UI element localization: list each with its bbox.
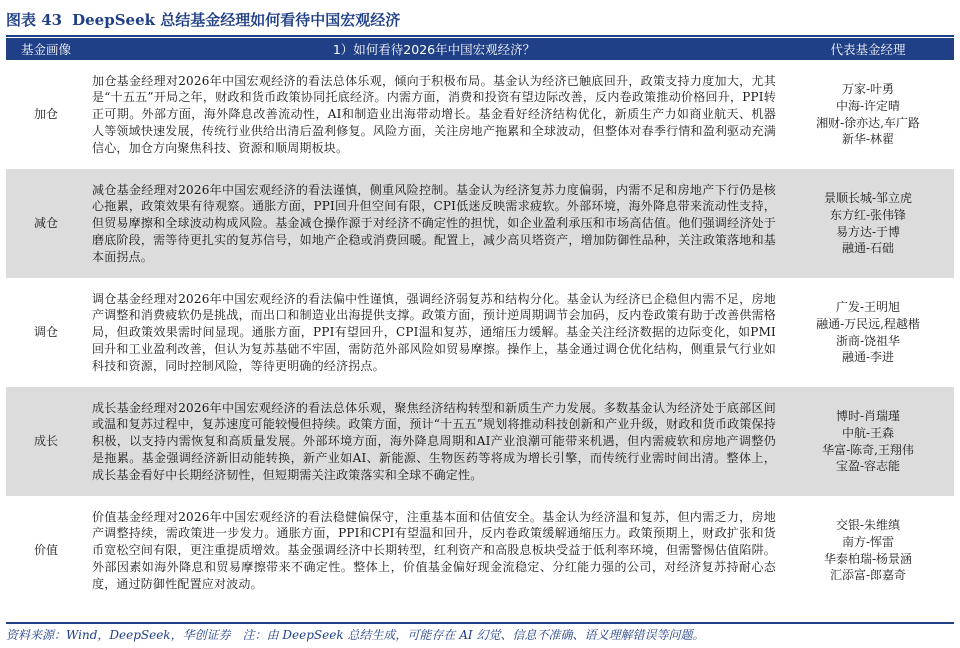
manager-name: 融通-石础: [841, 241, 895, 256]
source-note: 资料来源：Wind，DeepSeek，华创证券 注：由 DeepSeek 总结生成，可能存在 AI 幻觉、信息不准确、语义理解错误等问题。: [6, 628, 705, 642]
manager-name: 中航-王森: [841, 425, 895, 440]
row-category: 调仓: [33, 325, 58, 340]
manager-name: 汇添富-郎嘉奇: [829, 568, 907, 583]
row-view-text: 价值基金经理对2026年中国宏观经济的看法稳健偏保守，注重基本面和估值安全。基金认为经济温和复苏，但内需乏力，房地产调整持续，需政策进一步发力。通胀方面，PPI和CPI有望温和回升，反内卷政策缓解通缩压力。政策预期上，财政扩张和货币宽松空间有限，更注重提质增效。基金强调经济中长期转型，红利资产和高股息板块受益于低利率环境，但需警惕估值陷阱。外部因素如海外降息和贸易摩擦带来不确定性。整体上，价值基金偏好现金流稳定、分红能力强的公司，对经济复苏持耐心态度，通过防御性配置应对波动。: [92, 509, 776, 591]
row-managers: [782, 278, 954, 387]
row-managers: [782, 387, 954, 496]
manager-name: 融通-李进: [841, 350, 895, 365]
row-managers: [782, 169, 954, 278]
manager-name: 南方-恽雷: [841, 534, 895, 549]
header-managers: 代表基金经理: [782, 38, 954, 60]
figure-title-bar: [6, 4, 954, 34]
manager-name: 新华-林翟: [841, 132, 895, 147]
manager-name: 交银-朱维缜: [835, 518, 901, 533]
row-view-text: 调仓基金经理对2026年中国宏观经济的看法偏中性谨慎，强调经济弱复苏和结构分化。基金认为经济已企稳但内需不足，房地产调整和消费疲软仍是挑战，而出口和制造业出海提供支撑。政策方面，预计逆周期调节会加码，反内卷政策有助于改善供需格局，但政策效果需时间显现。通胀方面，PPI有望回升，CPI温和复苏，通缩压力缓解。基金关注经济数据的边际变化，如PMI回升和工业盈利改善，但认为复苏基础不牢固，需防范外部风险如贸易摩擦。操作上，基金通过调仓优化结构，侧重景气行业如科技和资源，同时控制风险，等待更明确的经济拐点。: [92, 291, 776, 373]
manager-name: 湘财-徐亦达,车广路: [816, 115, 920, 130]
manager-name: 广发-王明旭: [835, 300, 901, 315]
manager-name: 中海-许定晴: [835, 98, 901, 113]
manager-name: 景顺长城-邹立虎: [823, 191, 913, 206]
row-view-text: 减仓基金经理对2026年中国宏观经济的看法谨慎，侧重风险控制。基金认为经济复苏力度偏弱，内需不足和房地产下行仍是核心拖累，政策效果有待观察。通胀方面，PPI回升但空间有限，CPI低迷反映需求疲软。外部环境，海外降息带来流动性支持，但贸易摩擦和全球波动构成风险。基金减仓操作源于对经济不确定性的担忧，如企业盈利承压和市场高估值。他们强调经济处于磨底阶段，需等待更扎实的复苏信号，如地产企稳或消费回暖。配置上，减少高贝塔资产，增加防御性品种，关注政策落地和基本面拐点。: [86, 169, 782, 278]
figure-title: DeepSeek 总结基金经理如何看待中国宏观经济: [72, 10, 401, 29]
bottom-rule: [6, 622, 954, 624]
manager-name: 融通-万民远,程越楷: [816, 316, 920, 331]
header-profile: 基金画像: [6, 38, 86, 60]
row-view-text: 加仓基金经理对2026年中国宏观经济的看法总体乐观，倾向于积极布局。基金认为经济已触底回升，政策支持力度加大，尤其是“十五五”开局之年，财政和货币政策协同托底经济。内需方面，消费和投资有望边际改善，反内卷政策推动价格回升，PPI转正可期。外部方面，海外降息改善流动性，AI和制造业出海带动增长。基金看好经济结构优化，新质生产力如商业航天、机器人等领域快速发展，传统行业供给出清后盈利修复。风险方面，关注房地产拖累和全球波动，但整体对春季行情和盈利驱动充满信心，加仓方向聚焦科技、资源和顺周期板块。: [92, 73, 776, 155]
row-view-text: 成长基金经理对2026年中国宏观经济的看法总体乐观，聚焦经济结构转型和新质生产力发展。多数基金认为经济处于底部区间或温和复苏过程中，复苏速度可能较慢但持续。政策方面，预计“十五五”规划将推动科技创新和产业升级，财政和货币政策保持积极，以支持内需恢复和高质量发展。外部环境方面，海外降息周期和AI产业浪潮可能带来机遇，但内需疲软和房地产调整仍是拖累。基金强调经济新旧动能转换，新产业如AI、新能源、生物医药等将成为增长引擎，而传统行业需时间出清。整体上，成长基金看好中长期经济韧性，但短期需关注政策落实和全球不确定性。: [86, 387, 782, 496]
row-category: 价值: [33, 543, 58, 558]
manager-name: 万家-叶勇: [841, 82, 895, 97]
row-managers: [782, 60, 954, 169]
table-row-growth: [6, 387, 954, 496]
table-row-value: [6, 496, 954, 605]
figure-label: 图表 43: [6, 10, 63, 29]
row-category: 成长: [6, 387, 86, 496]
table-row-reduce: [6, 169, 954, 278]
table-header-row: [6, 38, 954, 60]
manager-name: 宝盈-容志能: [835, 459, 901, 474]
row-category: 加仓: [33, 107, 58, 122]
table-row-adjust: [6, 278, 954, 387]
manager-name: 浙商-饶祖华: [835, 333, 901, 348]
fund-manager-table: [6, 38, 954, 605]
table-row-add: [6, 60, 954, 169]
row-category: 减仓: [6, 169, 86, 278]
header-view: 1）如何看待2026年中国宏观经济？: [86, 38, 782, 60]
manager-name: 博时-肖瑞瑾: [835, 409, 901, 424]
top-rule: [6, 35, 954, 37]
manager-name: 华富-陈奇,王翔伟: [822, 442, 914, 457]
row-managers: [782, 496, 954, 605]
manager-name: 易方达-于博: [835, 224, 901, 239]
manager-name: 东方红-张伟锋: [829, 207, 907, 222]
manager-name: 华泰柏瑞-杨景涵: [823, 551, 913, 566]
